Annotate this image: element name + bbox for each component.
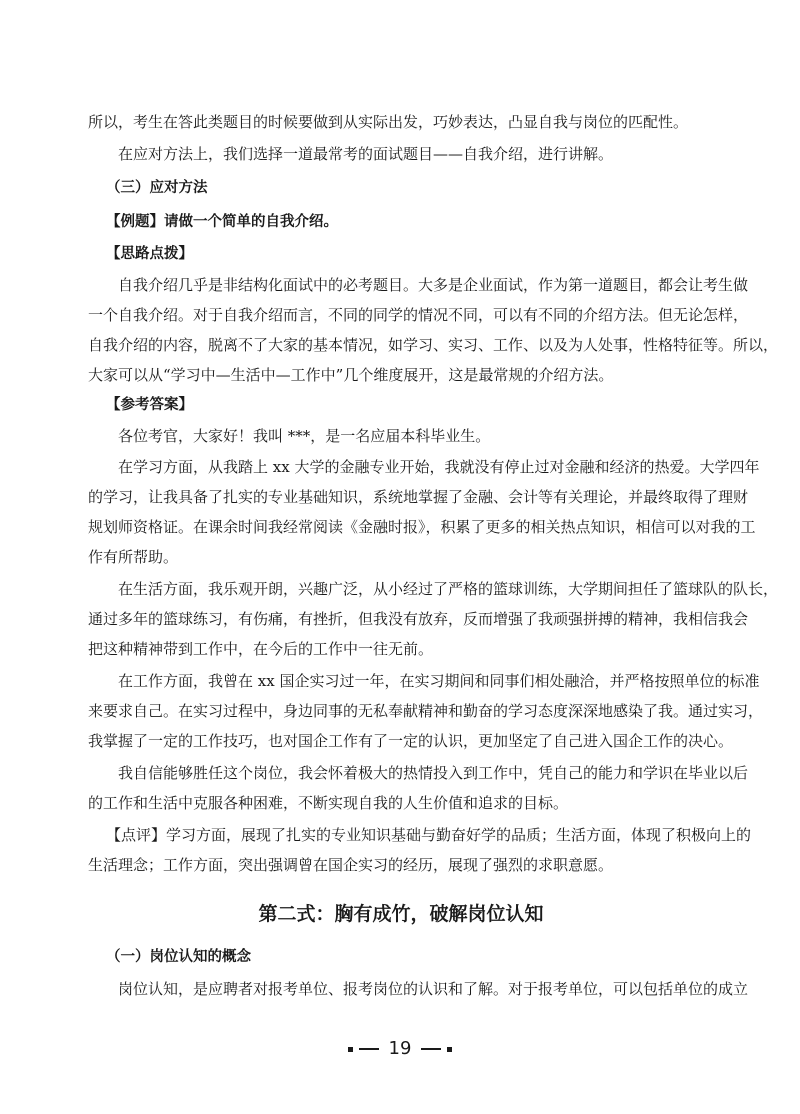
paragraph <box>88 144 714 164</box>
paragraph <box>88 579 779 659</box>
text-line: 在工作方面，我曾在 xx 国企实习过一年，在实习期间和同事们相处融洽，并严格按照单位的标准 <box>118 672 760 690</box>
text-line: 所以，考生在答此类题目的时候要做到从实际出发，巧妙表达，凸显自我与岗位的匹配性。 <box>88 113 689 131</box>
page-footer <box>0 1038 800 1059</box>
text-line: 我自信能够胜任这个岗位，我会怀着极大的热情投入到工作中，凭自己的能力和学识在毕业以后 <box>118 764 749 782</box>
text-line: 我掌握了一定的工作技巧，也对国企工作有了一定的认识，更加坚定了自己进入国企工作的决心。 <box>88 732 734 750</box>
text-line: 在应对方法上，我们选择一道最常考的面试题目——自我介绍，进行讲解。 <box>118 145 614 163</box>
text-line: 自我介绍的内容，脱离不了大家的基本情况，如学习、实习、工作、以及为人处事，性格特征等。所以， <box>88 336 779 354</box>
paragraph <box>88 112 714 132</box>
text-line: 的工作和生活中克服各种困难，不断实现自我的人生价值和追求的目标。 <box>88 794 569 812</box>
paragraph <box>88 763 749 813</box>
page-number: 19 <box>388 1038 412 1059</box>
text-line: 来要求自己。在实习过程中，身边同事的无私奉献精神和勤奋的学习态度深深地感染了我。通过实习， <box>88 702 764 720</box>
hint-label: 【思路点拨】 <box>106 246 193 262</box>
dash-ornament <box>359 1048 379 1050</box>
dash-ornament <box>421 1048 441 1050</box>
paragraph <box>88 457 760 567</box>
section-title: 第二式：胸有成竹，破解岗位认知 <box>258 903 544 925</box>
text-line: 在学习方面，从我踏上 xx 大学的金融专业开始，我就没有停止过对金融和经济的热爱。大学四年 <box>118 458 760 476</box>
paragraph <box>88 426 714 446</box>
review-paragraph <box>88 825 752 875</box>
text-line: 各位考官，大家好！我叫 ***，是一名应届本科毕业生。 <box>118 427 491 445</box>
text-line: 作有所帮助。 <box>88 548 179 566</box>
text-line: 通过多年的篮球练习，有伤痛，有挫折，但我没有放弃，反而增强了我顽强拼搏的精神，我相信我会 <box>88 610 749 628</box>
answer-label: 【参考答案】 <box>106 397 193 413</box>
text-line: 在生活方面，我乐观开朗，兴趣广泛，从小经过了严格的篮球训练，大学期间担任了篮球队的队长， <box>118 580 779 598</box>
text-line: 的学习，让我具备了扎实的专业基础知识，系统地掌握了金融、会计等有关理论，并最终取得了理财 <box>88 488 749 506</box>
subheading-methods: （三）应对方法 <box>106 180 208 196</box>
text-line: 生活理念；工作方面，突出强调曾在国企实习的经历，展现了强烈的求职意愿。 <box>88 856 614 874</box>
text-line: 岗位认知，是应聘者对报考单位、报考岗位的认识和了解。对于报考单位，可以包括单位的成立 <box>118 980 749 998</box>
text-line: 【点评】学习方面，展现了扎实的专业知识基础与勤奋好学的品质；生活方面，体现了积极向上的 <box>106 826 752 844</box>
text-line: 规划师资格证。在课余时间我经常阅读《金融时报》，积累了更多的相关热点知识，相信可以对我的工 <box>88 518 756 536</box>
text-line: 大家可以从“学习中—生活中—工作中”几个维度展开，这是最常规的介绍方法。 <box>88 366 614 384</box>
square-ornament <box>348 1047 353 1052</box>
paragraph <box>88 275 779 385</box>
paragraph <box>88 671 764 751</box>
document-body <box>88 112 779 999</box>
text-line: 把这种精神带到工作中，在今后的工作中一往无前。 <box>88 640 434 658</box>
subheading-concept: （一）岗位认知的概念 <box>106 949 251 965</box>
paragraph <box>88 979 749 999</box>
text-line: 一个自我介绍。对于自我介绍而言，不同的同学的情况不同，可以有不同的介绍方法。但无论怎样， <box>88 306 749 324</box>
square-ornament <box>447 1047 452 1052</box>
text-line: 自我介绍几乎是非结构化面试中的必考题目。大多是企业面试，作为第一道题目，都会让考生做 <box>118 276 749 294</box>
example-question: 【例题】请做一个简单的自我介绍。 <box>106 214 338 230</box>
